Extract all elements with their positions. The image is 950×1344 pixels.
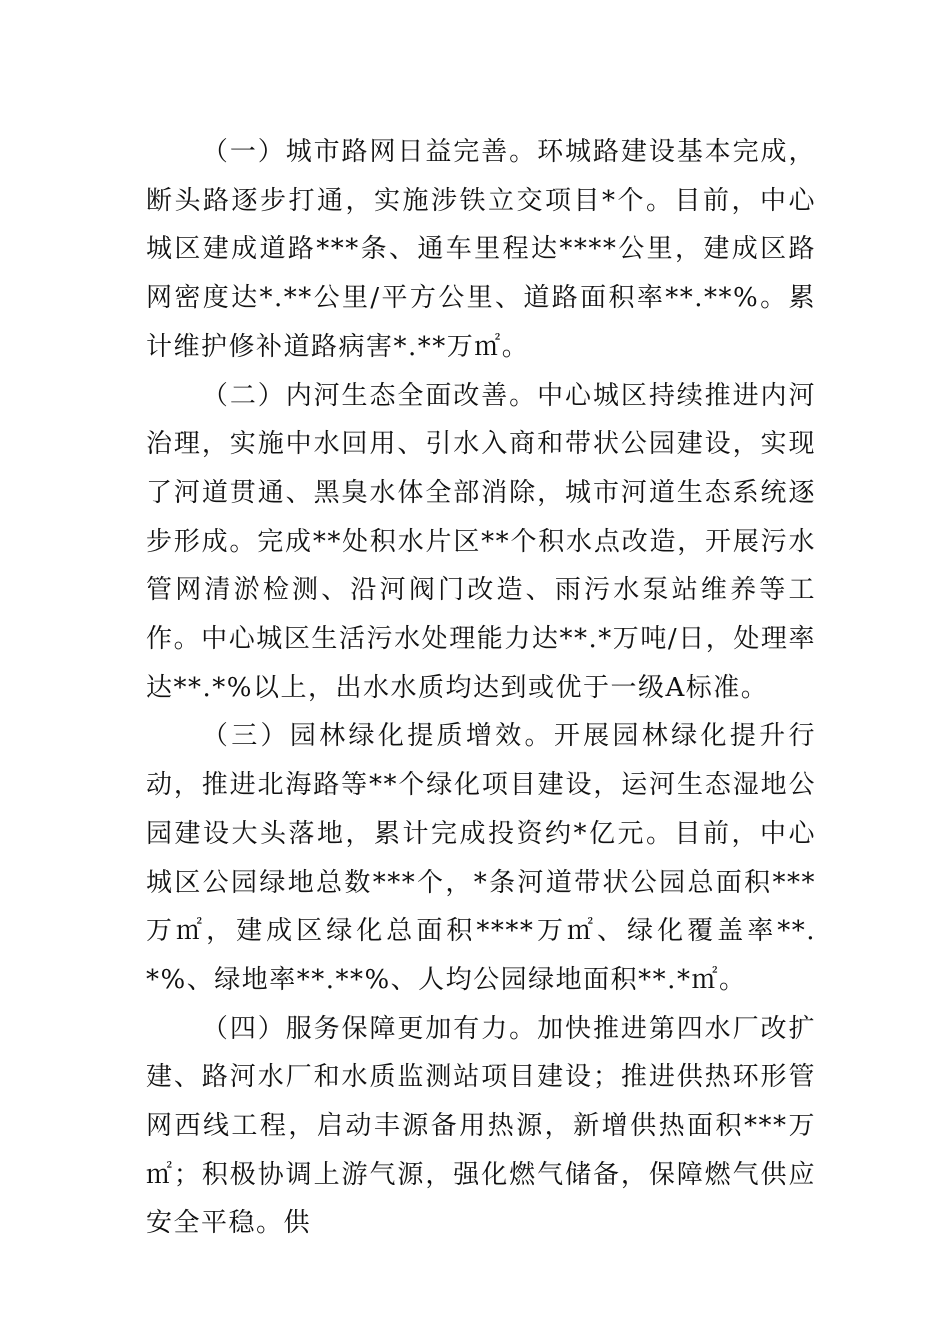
paragraph-river-ecology: （二）内河生态全面改善。中心城区持续推进内河治理，实施中水回用、引水入商和带状公园建设，实现了河道贯通、黑臭水体全部消除，城市河道生态系统逐步形成。完成**处积水片区**个积水点改造，开展污水管网清淤检测、沿河阀门改造、雨污水泵站维养等工作。中心城区生活污水处理能力达**.*万吨/日，处理率达**.*%以上，出水水质均达到或优于一级A标准。 — [146, 380, 816, 703]
paragraph-service-guarantee: （四）服务保障更加有力。加快推进第四水厂改扩建、路河水厂和水质监测站项目建设；推进供热环形管网西线工程，启动丰源备用热源，新增供热面积***万㎡；积极协调上游气源，强化燃气储备，保障燃气供应安全平稳。供 — [146, 1013, 816, 1239]
document-body — [146, 128, 816, 1248]
paragraph-landscaping: （三）园林绿化提质增效。开展园林绿化提升行动，推进北海路等**个绿化项目建设，运河生态湿地公园建设大头落地，累计完成投资约*亿元。目前，中心城区公园绿地总数***个，*条河道带状公园总面积***万㎡，建成区绿化总面积****万㎡、绿化覆盖率**.*%、绿地率**.**%、人均公园绿地面积**.*㎡。 — [146, 721, 816, 995]
paragraph-urban-road-network: （一）城市路网日益完善。环城路建设基本完成，断头路逐步打通，实施涉铁立交项目*个。目前，中心城区建成道路***条、通车里程达****公里，建成区路网密度达*.**公里/平方公里、道路面积率**.**%。累计维护修补道路病害*.**万㎡。 — [146, 137, 816, 362]
